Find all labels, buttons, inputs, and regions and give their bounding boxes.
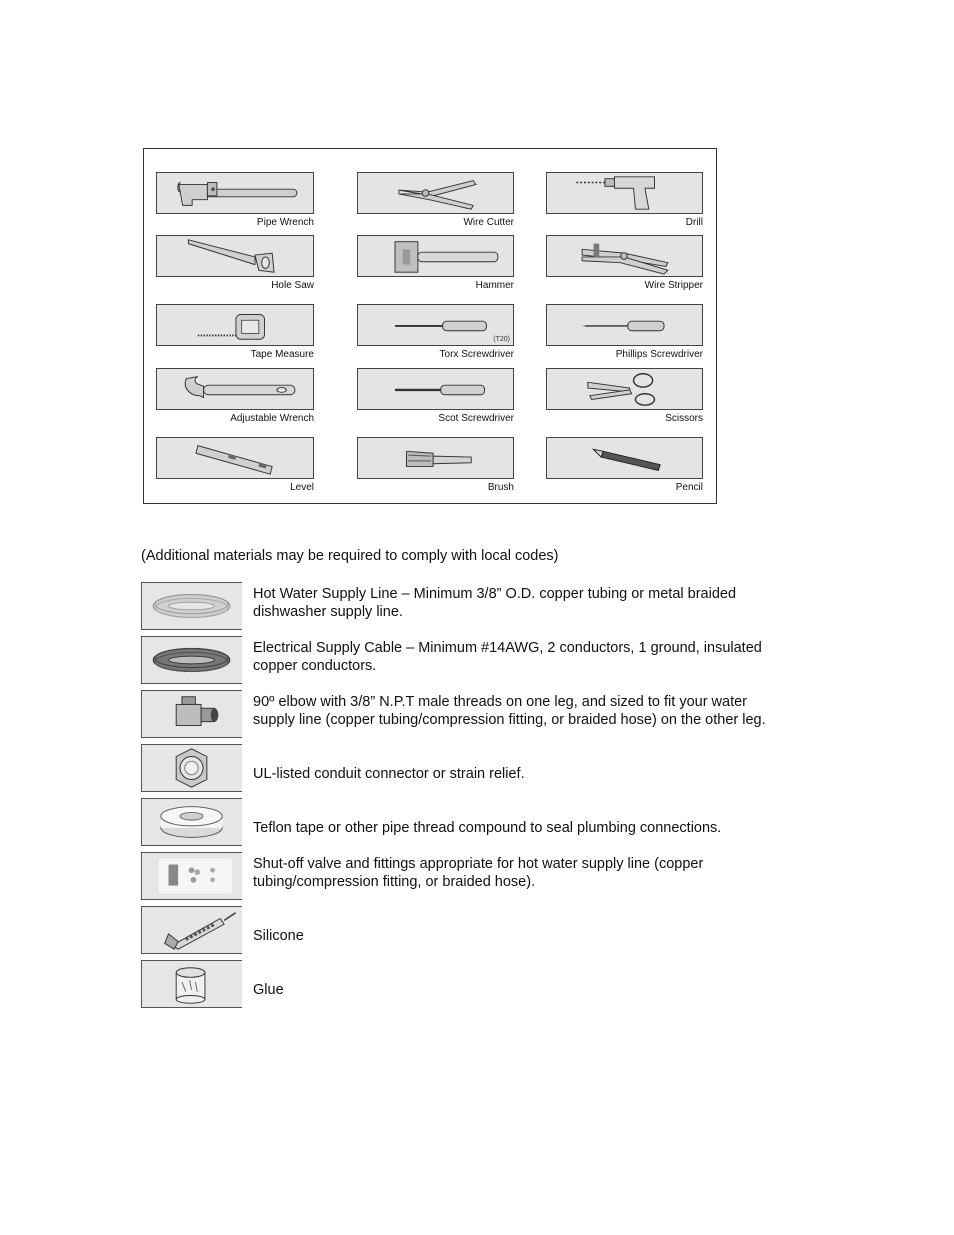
tool-label: Wire Cutter [463,217,514,228]
material-line: 90º elbow with 3/8” N.P.T male threads on one leg, and sized to fit your water [253,694,748,710]
electrical-cable-coil-icon [141,636,242,684]
wire-stripper-icon [547,236,702,276]
hammer-icon [358,236,513,276]
material-item-hot-water-supply-line [141,582,821,630]
torx-screwdriver-icon [358,305,513,345]
tool-label: Brush [487,482,514,493]
tool-torx-screwdriver [357,304,514,364]
phillips-screwdriver-icon [547,305,702,345]
material-line: Silicone [253,928,304,944]
tool-label: Hole Saw [271,280,314,291]
tool-phillips-screwdriver [546,304,703,364]
tool-label: Torx Screwdriver [439,349,514,360]
material-item-elbow [141,690,821,738]
coiled-copper-tubing-icon [141,582,242,630]
level-icon [157,438,313,478]
scissors-icon [547,369,702,409]
tool-hammer [357,235,514,295]
tool-drill [546,172,703,232]
material-item-shutoff-valve [141,852,821,900]
tool-label: Level [290,482,314,493]
wire-cutter-icon [358,173,513,213]
tool-label: Hammer [475,280,514,291]
material-item-conduit-connector [141,744,821,792]
material-line: Shut-off valve and fittings appropriate for hot water supply line (copper [253,856,704,872]
tool-label: Wire Stripper [644,280,703,291]
tool-hole-saw [156,235,314,295]
material-line: Teflon tape or other pipe thread compound to seal plumbing connections. [253,820,722,836]
tool-label: Phillips Screwdriver [615,349,703,360]
material-line: copper conductors. [253,658,377,674]
scot-screwdriver-icon [358,369,513,409]
tool-label: Scissors [665,413,703,424]
material-item-glue [141,960,821,1008]
tool-label: Drill [685,217,703,228]
tool-pipe-wrench [156,172,314,232]
tool-tape-measure [156,304,314,364]
conduit-connector-icon [141,744,242,792]
material-line: UL-listed conduit connector or strain relief. [253,766,525,782]
material-item-electrical-supply-cable [141,636,821,684]
tools-panel [143,148,717,504]
silicone-tube-icon [141,906,242,954]
materials-note: (Additional materials may be required to comply with local codes) [141,548,559,564]
material-item-silicone [141,906,821,954]
drill-icon [547,173,702,213]
tool-label: Pencil [675,482,703,493]
tool-label: Tape Measure [250,349,314,360]
material-item-teflon-tape [141,798,821,846]
glue-can-icon [141,960,242,1008]
pencil-icon [547,438,702,478]
tool-wire-cutter [357,172,514,232]
tool-level [156,437,314,497]
torx-size-tag: (T20) [493,336,510,343]
material-line: supply line (copper tubing/compression fitting, or braided hose) on the other leg. [253,712,766,728]
tool-label: Adjustable Wrench [230,413,314,424]
hole-saw-icon [157,236,313,276]
material-line: Hot Water Supply Line – Minimum 3/8” O.D. copper tubing or metal braided [253,586,737,602]
tool-adjustable-wrench [156,368,314,428]
elbow-fitting-icon [141,690,242,738]
tape-measure-icon [157,305,313,345]
material-line: dishwasher supply line. [253,604,403,620]
tool-scot-screwdriver [357,368,514,428]
tool-pencil [546,437,703,497]
adjustable-wrench-icon [157,369,313,409]
shutoff-valve-icon [141,852,242,900]
material-line: tubing/compression fitting, or braided hose). [253,874,536,890]
pipe-wrench-icon [157,173,313,213]
material-line: Glue [253,982,284,998]
material-line: Electrical Supply Cable – Minimum #14AWG, 2 conductors, 1 ground, insulated [253,640,762,656]
tool-label: Scot Screwdriver [438,413,514,424]
tool-wire-stripper [546,235,703,295]
tool-brush [357,437,514,497]
brush-icon [358,438,513,478]
teflon-tape-icon [141,798,242,846]
tool-scissors [546,368,703,428]
tool-label: Pipe Wrench [256,217,314,228]
